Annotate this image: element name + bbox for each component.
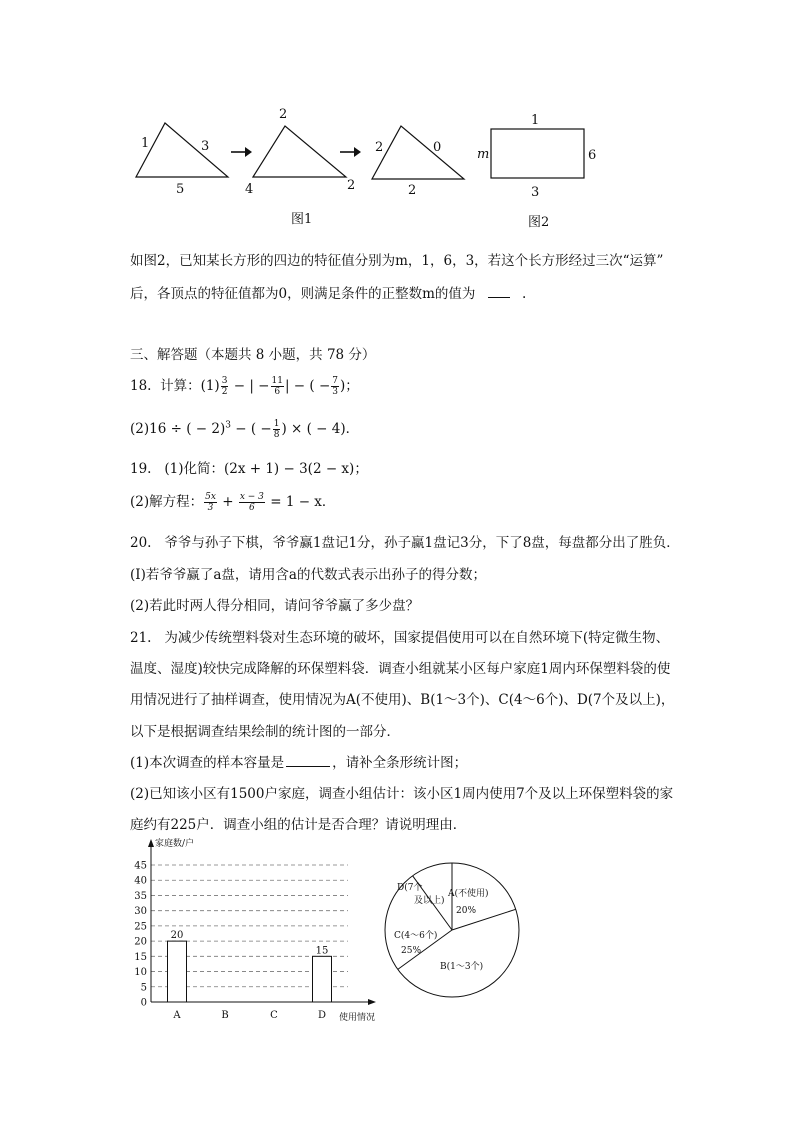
q18-p1-mid2: | − ( − — [284, 378, 331, 394]
figure1-caption: 图1 — [291, 212, 313, 227]
q19-part2 — [130, 490, 335, 513]
q21-line5 — [130, 751, 467, 771]
q18-p1-mid1: − | − — [233, 378, 270, 394]
frac-num: 11 — [271, 376, 283, 386]
y-tick-label: 45 — [134, 860, 147, 872]
answer-blank[interactable] — [286, 766, 330, 767]
x-tick-label: A — [173, 1010, 181, 1021]
bar — [168, 941, 187, 1002]
frac-num: 5x — [205, 492, 216, 502]
y-tick-label: 35 — [134, 890, 147, 902]
data-label: 20 — [170, 930, 184, 942]
triangle-1 — [136, 123, 228, 177]
frac-num: 3 — [221, 376, 228, 386]
x-tick-label: C — [270, 1010, 278, 1021]
q20-line1-text: 爷爷与孙子下棋，爷爷赢1盘记1分，孙子赢1盘记3分，下了8盘，每盘都分出了胜负． — [164, 535, 680, 551]
q21-line7: 庭约有225户．调查小组的估计是否合理？请说明理由． — [130, 817, 467, 833]
slice-label-b: B(1～3个) — [440, 962, 484, 972]
y-tick-label: 10 — [134, 967, 147, 979]
y-tick-label: 15 — [134, 951, 147, 963]
tri2-top-label: 2 — [279, 107, 288, 122]
slice-label-d: 及以上) — [414, 896, 445, 906]
tri2-bl-label: 4 — [245, 182, 254, 197]
y-tick-label: 40 — [134, 875, 147, 887]
rect-left-label: m — [477, 147, 490, 162]
figure-diagrams — [0, 95, 794, 235]
y-tick-label: 25 — [134, 921, 147, 933]
q17-line2 — [130, 282, 526, 302]
q21-number: 21. — [130, 630, 152, 646]
frac-den: 6 — [249, 503, 255, 513]
q19-p1: (1)化简：(2x + 1) − 3(2 − x)； — [164, 461, 368, 477]
q21-line1 — [130, 626, 669, 646]
q21-line5a: (1)本次调查的样本容量是 — [130, 755, 285, 771]
q20-number: 20. — [130, 535, 152, 551]
q20-line2: (I)若爷爷赢了a盘，请用含a的代数式表示出孙子的得分数； — [130, 567, 486, 583]
y-tick-label: 5 — [140, 982, 147, 994]
section-heading: 三、解答题（本题共 8 小题，共 78 分） — [130, 347, 376, 363]
tri2-br-label: 2 — [347, 178, 356, 193]
q21-line4: 以下是根据调查结果绘制的统计图的一部分． — [130, 724, 400, 740]
frac-den: 3 — [207, 503, 214, 513]
bar-chart — [120, 832, 380, 1027]
answer-blank[interactable] — [488, 297, 510, 298]
x-tick-label: B — [221, 1010, 229, 1021]
figure2-caption: 图2 — [528, 215, 550, 230]
frac-num: x − 3 — [239, 492, 264, 502]
slice-label-a: A(不使用) — [448, 889, 489, 899]
rect-top-label: 1 — [531, 113, 540, 128]
rect-bottom-label: 3 — [531, 185, 540, 200]
frac-num: 7 — [332, 376, 338, 386]
q17-line1: 如图2，已知某长方形的四边的特征值分别为m，1，6，3，若这个长方形经过三次“运算” — [130, 253, 664, 269]
frac-den: 6 — [274, 387, 281, 397]
q18-p2-mid: − ( − — [230, 421, 272, 437]
y-tick-label: 20 — [134, 936, 147, 948]
slice-label-c: C(4～6个) — [394, 931, 438, 941]
tri1-right-label: 3 — [201, 139, 210, 154]
q20-line1 — [130, 531, 680, 551]
tri1-left-label: 1 — [141, 136, 150, 151]
q21-line5b: ，请补全条形统计图； — [332, 755, 468, 771]
q18-part1 — [130, 374, 359, 397]
y-axis-label: 家庭数/户 — [155, 839, 195, 849]
triangle-2 — [253, 126, 346, 177]
slice-label-d: D(7个 — [397, 883, 423, 893]
q18-part2 — [130, 417, 359, 440]
q21-line3: 用情况进行了抽样调查，使用情况为A(不使用)、B(1～3个)、C(4～6个)、D(7个及以上)， — [130, 692, 675, 708]
x-tick-label: D — [317, 1010, 327, 1021]
frac-den: 8 — [273, 430, 280, 440]
arrow-icon — [245, 147, 252, 157]
tri3-bottom-label: 2 — [408, 183, 417, 198]
tri1-bottom-label: 5 — [176, 182, 185, 197]
slice-percent-c: 25% — [401, 946, 422, 956]
pie-chart — [378, 858, 528, 1003]
rectangle — [491, 129, 584, 178]
y-axis-arrow-icon — [148, 839, 154, 847]
q21-line2: 温度、湿度)较快完成降解的环保塑料袋．调查小组就某小区每户家庭1周内环保塑料袋的使 — [130, 661, 671, 677]
q18-p1-end: )； — [340, 378, 359, 394]
rect-right-label: 6 — [588, 148, 597, 163]
tri3-right-label: 0 — [433, 140, 442, 155]
bar — [313, 956, 332, 1002]
y-tick-label: 0 — [140, 997, 147, 1009]
q19-p2-end: = 1 − x． — [270, 494, 336, 510]
q21-line1-text: 为减少传统塑料袋对生态环境的破坏，国家提倡使用可以在自然环境下(特定微生物、 — [164, 630, 670, 646]
tri3-left-label: 2 — [375, 140, 384, 155]
frac-num: 1 — [273, 419, 280, 429]
q19-part1 — [130, 457, 368, 477]
slice-percent-a: 20% — [456, 906, 477, 916]
q19-p2-prefix: (2)解方程： — [130, 494, 204, 510]
q18-p2-end: ) × ( − 4)． — [281, 421, 360, 437]
frac-den: 3 — [332, 387, 338, 397]
exponent: 3 — [225, 420, 231, 431]
q20-line3: (2)若此时两人得分相同，请问爷爷赢了多少盘？ — [130, 598, 420, 614]
frac-den: 2 — [221, 387, 228, 397]
y-tick-label: 30 — [134, 906, 147, 918]
data-label: 15 — [315, 945, 329, 957]
q18-p2-prefix: (2)16 ÷ ( − 2) — [130, 421, 226, 437]
q18-number: 18. — [130, 378, 152, 394]
q17-line2-end: . — [521, 286, 527, 302]
q21-line6: (2)已知该小区有1500户家庭，调查小组估计：该小区1周内使用7个及以上环保塑料袋的家 — [130, 786, 674, 802]
q18-p1-prefix: 计算：(1) — [160, 378, 220, 394]
x-axis-label: 使用情况 — [339, 1013, 376, 1023]
triangle-3 — [372, 126, 464, 179]
q17-line2-text: 后，各顶点的特征值都为0，则满足条件的正整数m的值为 — [130, 286, 476, 302]
q19-p2-plus: + — [222, 494, 234, 510]
x-axis-arrow-icon — [368, 999, 376, 1005]
arrow-icon — [354, 147, 361, 157]
q19-number: 19. — [130, 461, 152, 477]
